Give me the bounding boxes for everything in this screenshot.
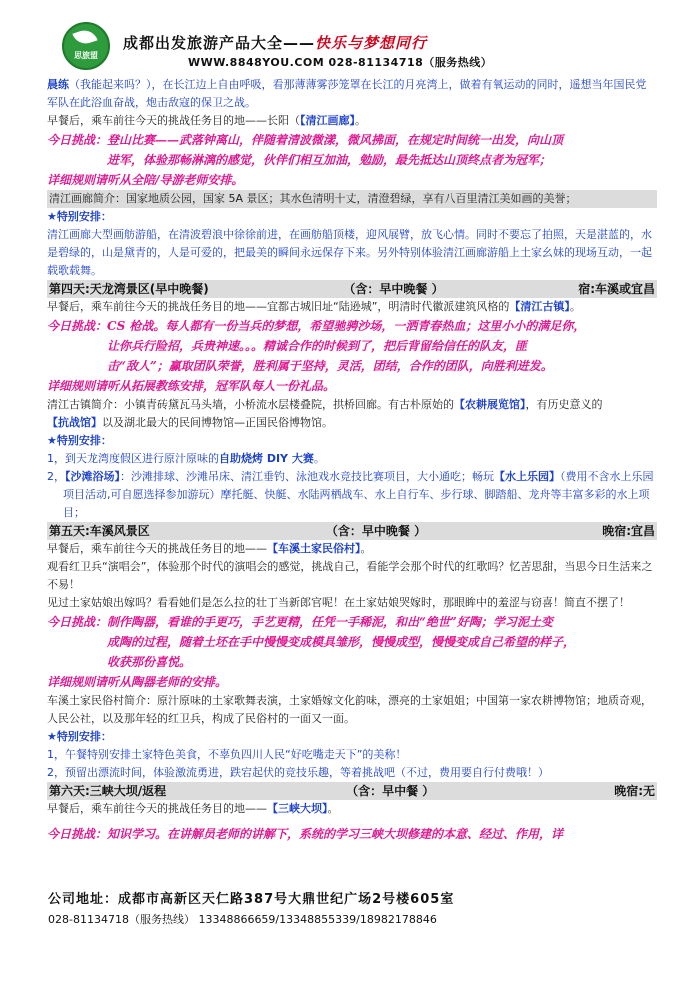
special-item-end: 。	[313, 452, 325, 465]
day-meals: （含：早中晚餐 ）	[343, 282, 444, 296]
breakfast-line	[47, 112, 657, 130]
challenge-text: 知识学习。在讲解员老师的讲解下，系统的学习三峡大坝修建的本意、经过、作用，详	[107, 827, 564, 841]
day-title: 第四天:天龙湾景区(早中晚餐)	[49, 282, 209, 296]
challenge-line	[47, 130, 657, 150]
intro-text: 清江古镇简介：小镇青砖黛瓦马头墙，小桥流水层楼叠院，拱桥回廊。有古朴原始的	[47, 398, 454, 411]
breakfast-line	[47, 800, 657, 818]
special-item: 1，午餐特别安排土家特色美食，不辜负四川人民“好吃嘴走天下”的美称！	[47, 748, 407, 761]
rules-line: 详细规则请听从全陪/导游老师安排。	[47, 173, 244, 187]
morning-text: （我能起来吗？），在长江边上自由呼吸，看那薄薄雾莎笼罩在长江的月亮湾上，做着有氧运动的同时，遥想当年国民党军队在此浴血奋战，炮击敌寇的保卫之战。	[47, 78, 647, 109]
intro-mid: ，有历史意义的	[525, 398, 603, 411]
challenge-block	[47, 824, 657, 844]
breakfast-text: 早餐后，乘车前往今天的挑战任务目的地——长阳（	[47, 114, 300, 127]
intro-end: 以及湖北最大的民间博物馆—正国民俗博物馆。	[102, 416, 333, 429]
special-text: 清江画廊大型画舫游船，在清波碧浪中徐徐前进，在画舫船顶楼，迎风展臂，放飞心情。同时不要忘了拍照，天是湛蓝的，水是碧绿的，山是黛青的，人是可爱的，把最美的瞬间永远保存下来。另外特别体验清江画廊游船上土家幺妹的现场互动，一起载歌载舞。	[47, 228, 652, 277]
breakfast-line	[47, 298, 657, 316]
challenge-line: 让你兵行险招，兵贵神速。。。精诚合作的时候到了，把后背留给信任的队友，匪	[107, 339, 528, 353]
challenge-line	[47, 824, 657, 844]
day-stay: 宿:车溪或宜昌	[578, 282, 655, 296]
scenic-intro: 清江画廊简介：国家地质公园，国家 5A 景区；其水色清明十丈，清澄碧绿，享有八百里清江美如画的美誉；	[47, 190, 657, 208]
morning-label: 晨练	[47, 78, 69, 91]
day-stay: 晚宿:无	[614, 784, 655, 798]
breakfast-line	[47, 540, 657, 558]
challenge-label: 今日挑战：	[47, 133, 108, 147]
special-item	[47, 468, 657, 522]
day-header	[47, 522, 657, 540]
destination-highlight: 【沙滩浴场】	[65, 470, 120, 483]
day-meals: （含：早中晚餐 ）	[325, 524, 427, 538]
destination-highlight: 【清江古镇】	[509, 300, 570, 313]
challenge-line: 进军，体验那畅淋漓的感觉，伙伴们相互加油，勉励，最先抵达山顶终点者为冠军；	[107, 153, 552, 167]
destination-highlight: 【车溪土家民俗村】	[267, 542, 361, 555]
logo-text: 思旅盟	[74, 51, 98, 60]
breakfast-text: 早餐后，乘车前往今天的挑战任务目的地——	[47, 542, 267, 555]
special-label: ★特别安排：	[47, 730, 112, 743]
scenic-intro: 车溪土家民俗村简介：原汁原味的土家歌舞表演，土家婚嫁文化韵味，漂亮的土家姐姐；中国第一家农耕博物馆；地质奇观，人民公社，以及那年轻的红卫兵，构成了民俗村的一面又一面。	[47, 694, 652, 725]
day-meals: （含：早中餐 ）	[346, 784, 435, 798]
challenge-block	[47, 316, 657, 396]
morning-paragraph	[47, 76, 657, 112]
special-label: ★特别安排：	[47, 210, 112, 223]
day-header	[47, 280, 657, 298]
special-item	[47, 450, 657, 468]
day-title: 第六天:三峡大坝/返程	[49, 784, 167, 798]
day-title: 第五天:车溪风景区	[49, 524, 150, 538]
special-item-text: ：沙滩排球、沙滩吊床、清江垂钓、泳池戏水竞技比赛项目，大小通吃；畅玩	[120, 470, 494, 483]
header-title-text: 成都出发旅游产品大全——	[123, 34, 316, 52]
company-logo	[62, 22, 110, 70]
challenge-text: 登山比赛——武落钟离山，伴随着清波微漾，微风拂面，在规定时间统一出发，向山顶	[107, 133, 564, 147]
breakfast-end: 。	[355, 114, 366, 127]
day-header	[47, 782, 657, 800]
leaf-icon	[72, 27, 97, 47]
special-item-bold: 自助烧烤 DIY 大赛	[219, 452, 314, 465]
breakfast-end: 。	[327, 802, 339, 815]
destination-highlight: 【水上乐园】	[494, 470, 560, 483]
challenge-line: 成陶的过程，随着土坯在手中慢慢变成模具雏形，慢慢成型，慢慢变成自己希望的样子，	[107, 635, 576, 649]
challenge-line	[47, 612, 657, 632]
breakfast-text: 早餐后，乘车前往今天的挑战任务目的地——宜都古城旧址“陆逊城”，明清时代徽派建筑风格的	[47, 300, 510, 313]
special-item-text: 1，到天龙湾度假区进行原汁原味的	[47, 452, 219, 465]
challenge-block	[47, 612, 657, 692]
destination-highlight: 【清江画廊】	[300, 114, 355, 127]
challenge-label: 今日挑战：	[47, 827, 108, 841]
header	[48, 22, 668, 72]
breakfast-end: 。	[360, 542, 372, 555]
header-slogan: 快乐与梦想同行	[315, 34, 428, 52]
challenge-label: 今日挑战：	[47, 319, 108, 333]
rules-line: 详细规则请听从陶器老师的安排。	[47, 675, 228, 689]
challenge-line: 击“敌人”；赢取团队荣誉，胜利属于坚持，灵活，团结，合作的团队，向胜利进发。	[107, 359, 553, 373]
destination-highlight: 【抗战馆】	[47, 416, 102, 429]
challenge-block	[47, 130, 657, 190]
activity-paragraph: 见过土家姑娘出嫁吗？看看她们是怎么拉的壮丁当新郎官呢！在土家姑娘哭嫁时，那眼眸中的羞涩与窃喜！简直不摆了！	[47, 596, 630, 609]
header-contact: WWW.8848YOU.COM 028-81134718（服务热线）	[188, 56, 493, 69]
itinerary-content	[47, 76, 657, 844]
challenge-text: CS 枪战。每人都有一份当兵的梦想，希望驰骋沙场，一洒青春热血；这里小小的满足你，	[107, 319, 586, 333]
special-item: 2，预留出漂流时间，体验激流勇进，跌宕起伏的竞技乐趣，等着挑战吧（不过，费用要自行付费哦！）	[47, 766, 549, 779]
challenge-text: 制作陶器，看谁的手更巧，手艺更精，任凭一手稀泥，和出“绝世”好陶；学习泥土变	[107, 615, 553, 629]
rules-line: 详细规则请听从拓展教练安排，冠军队每人一份礼品。	[47, 379, 336, 393]
activity-paragraph: 观看红卫兵“演唱会”，体验那个时代的演唱会的感觉，挑战自己，看能学会那个时代的红歌吗？忆苦思甜，当思今日生活来之不易！	[47, 560, 653, 591]
footer	[48, 888, 668, 927]
special-item-number: 2，	[47, 470, 65, 483]
destination-highlight: 【三峡大坝】	[267, 802, 328, 815]
breakfast-end: 。	[569, 300, 581, 313]
header-title	[123, 32, 427, 53]
company-address: 公司地址：成都市高新区天仁路387号大鼎世纪广场2号楼605室	[48, 892, 455, 907]
challenge-line: 收获那份喜悦。	[107, 655, 192, 669]
scenic-intro	[47, 396, 657, 432]
destination-highlight: 【农耕展览馆】	[454, 398, 526, 411]
special-label: ★特别安排：	[47, 434, 112, 447]
day-stay: 晚宿:宜昌	[602, 524, 655, 538]
special-item-text: （费用不含水上乐园项目活动,可自愿选择参加游玩）摩托艇、快艇、水陆两栖战车、水上自行车、步行球、脚踏船、龙舟等丰富多彩的水上项目；	[63, 470, 654, 519]
challenge-line	[47, 316, 657, 336]
challenge-label: 今日挑战：	[47, 615, 108, 629]
company-phones: 028-81134718（服务热线） 13348866659/13348855339/18982178846	[48, 913, 437, 926]
breakfast-text: 早餐后，乘车前往今天的挑战任务目的地——	[47, 802, 267, 815]
